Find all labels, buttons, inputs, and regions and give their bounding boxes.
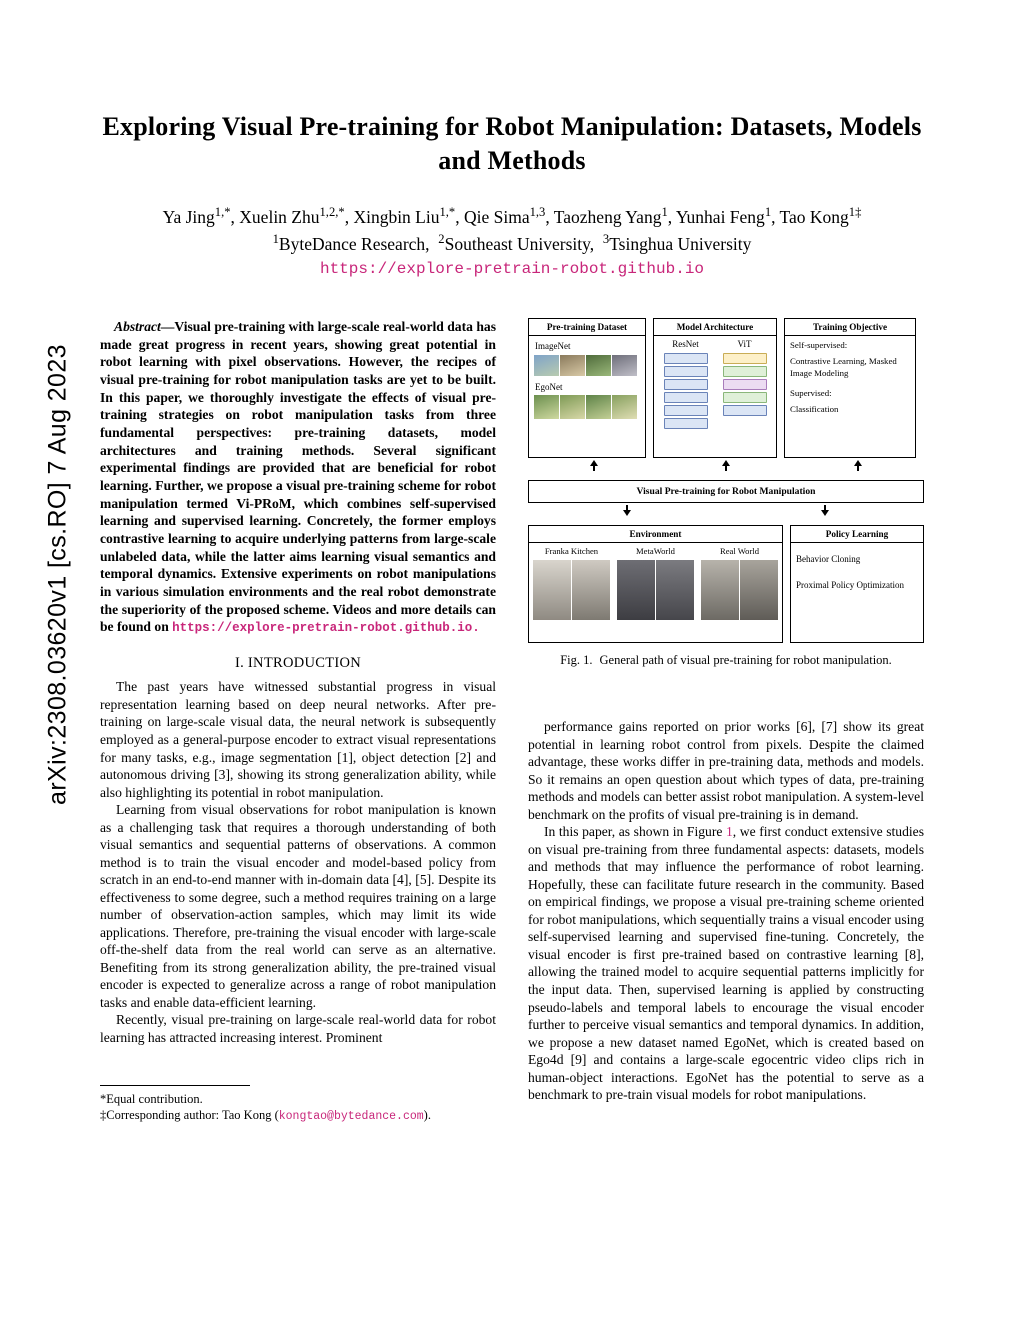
left-column: [100, 318, 496, 1125]
affiliation-list: $^1$ByteDance Research, $^2$Southeast University, $^3$Tsinghua University: [272, 231, 752, 254]
body-columns: [100, 318, 924, 1278]
environment-column-label: Real World: [719, 546, 759, 556]
footnote-equal-contribution: *Equal contribution.: [100, 1091, 203, 1106]
section-heading-introduction: I. INTRODUCTION: [234, 654, 362, 671]
objective-self-supervised-items: Contrastive Learning, Masked Image Modeling: [790, 355, 897, 378]
page-title: Exploring Visual Pre-training for Robot Manipulation: Datasets, Models and Methods: [102, 112, 922, 176]
paragraph: [528, 823, 924, 1104]
abstract: [100, 318, 496, 637]
project-url-link[interactable]: https://explore-pretrain-robot.github.io: [319, 259, 705, 278]
architecture-column-label: ResNet: [672, 339, 699, 349]
footnote-suffix: ).: [423, 1108, 431, 1123]
panel-title-objective: Training Objective: [785, 319, 915, 336]
dataset-item-label: EgoNet: [535, 381, 563, 392]
figure-caption-text: General path of visual pre-training for robot manipulation.: [599, 653, 892, 667]
footnote-prefix: ‡Corresponding author: Tao Kong (: [100, 1108, 279, 1123]
figure-caption-label: Fig. 1.: [560, 653, 593, 667]
panel-title-policy: Policy Learning: [791, 526, 923, 543]
author-sup: 1,*: [214, 204, 231, 219]
author-sup: 1: [661, 204, 668, 219]
author-name: Xuelin Zhu: [239, 206, 320, 227]
figure-banner: Visual Pre-training for Robot Manipulation: [528, 480, 924, 503]
abstract-lead: Abstract—: [114, 319, 175, 334]
footnote-corresponding-author: [100, 1107, 496, 1125]
author-name: Yunhai Feng: [675, 206, 765, 227]
author-sup: 1,2,*: [319, 204, 345, 219]
right-column: [528, 718, 924, 1104]
panel-title-architecture: Model Architecture: [654, 319, 776, 336]
paragraph: The past years have witnessed substantial progress in visual representation learning based on deep neural networks. After pre-training on large-scale visual data, the neural network is subsequently employed as a general-purpose encoder to extract visual representations for many tasks, e.g., image segmentation [1], object detection [2] and autonomous driving [3], showing its strong generalization ability, while also highlighting its potential in robot manipulation.: [100, 679, 496, 800]
objective-supervised-heading: Supervised:: [790, 387, 832, 398]
architecture-column-label: ViT: [737, 339, 752, 349]
author-list: Ya Jing$^{1,*}$, Xuelin Zhu$^{1,2,*}$, Xingbin Liu$^{1,*}$, Qie Sima$^{1,3}$, Taozheng Yang$^1$, Yunhai Feng$^1$, Tao Kong$^{1\ddagger}$: [162, 204, 862, 227]
paragraph: performance gains reported on prior works [6], [7] show its great potential in learning robot control from pixels. Despite the claimed advantage, these works differ in pre-training data, methods and models. So it remains an open question about which types of data, pre-training methods and models can better assist robot manipulation. A system-level benchmark on the profits of visual pre-training is in demand.: [528, 719, 924, 822]
author-name: Ya Jing: [162, 206, 215, 227]
environment-column-label: MetaWorld: [636, 546, 675, 556]
panel-title-environment: Environment: [529, 526, 782, 543]
corresponding-email[interactable]: kongtao@bytedance.com: [278, 1110, 424, 1124]
paragraph-prefix: In this paper, as shown in Figure: [544, 824, 726, 840]
panel-title-dataset: Pre-training Dataset: [529, 319, 645, 336]
paragraph: Recently, visual pre-training on large-scale real-world data for robot learning has attracted increasing interest. Prominent: [100, 1012, 496, 1045]
environment-column-label: Franka Kitchen: [544, 546, 599, 556]
abstract-text: Visual pre-training with large-scale real-world data has made great progress in recent years, showing great potential in robot learning with pixel observations. However, the recipes of visual pre-training for robot manipulation tasks are yet to be built. In this paper, we thoroughly investigate the effects of visual pre-training strategies on robot manipulation tasks from three fundamental perspectives: pre-training datasets, model architectures and training methods. Several significant experimental findings are provided that are beneficial for robot learning. Further, we propose a visual pre-training scheme for robot manipulation termed Vi-PRoM, which combines self-supervised learning and supervised learning. Concretely, the former employs contrastive learning to acquire underlying patterns from large-scale unlabeled data, while the latter aims learning visual semantics and temporal dynamics. Extensive experiments on robot manipulations in various simulation environments and the real robot demonstrate the superiority of the proposed scheme. Videos and more details can be found on: [100, 319, 496, 635]
abstract-project-link[interactable]: https://explore-pretrain-robot.github.io.: [172, 621, 480, 636]
author-name: Tao Kong: [779, 206, 849, 227]
paragraph-rest: , we first conduct extensive studies on visual pre-training from three fundamental aspects: datasets, models and methods that may influence the performance of robot learning. Hopefully, these can facilitate future research in the community. Based on empirical findings, we propose a visual pre-training scheme oriented for robot manipulations, which sequentially trains a visual encoder using self-supervised learning and supervised fine-tuning. Concretely, the visual encoder is first pre-trained based on contrastive learning [8], allowing the trained model to acquire sequential patterns implicitly for the input data. Then, supervised learning is applied by constructing pseudo-labels and temporal labels to encourage the visual encoder further to perceive visual semantics and temporal dynamics. In addition, we propose a new dataset named EgoNet, which is created based on Ego4d [9] and contains a large-scale egocentric video clips rich in human-object interactions. EgoNet has the potential to serve as a benchmark to pre-train visual models for robot manipulations.: [528, 824, 924, 1103]
dataset-item-label: ImageNet: [535, 341, 571, 351]
figure-reference-link[interactable]: 1: [726, 824, 733, 840]
author-sup: 1‡: [848, 204, 862, 219]
author-sup: 1: [764, 204, 772, 219]
policy-item-label: Proximal Policy Optimization: [796, 580, 904, 591]
footnote-divider: [100, 1085, 250, 1086]
objective-self-supervised-heading: Self-supervised:: [790, 340, 848, 350]
policy-item-label: Behavior Cloning: [796, 554, 861, 564]
objective-supervised-items: Classification: [790, 403, 839, 414]
author-name: Xingbin Liu: [353, 206, 440, 227]
paragraph: Learning from visual observations for robot manipulation is known as a challenging task that requires a thorough understanding of both visual semantics and sequential patterns of observations. A common method is to train the visual encoder and model-based policy from scratch in an end-to-end manner with in-domain data [4], [5]. Despite its effectiveness to some degree, such a method requires training on a large number of observation-action samples, which may limit its wide applications. Therefore, pre-training the visual encoder with large-scale off-the-shelf data from the real world can serve as an alternative. Benefiting from its strong generalization ability, the pre-trained visual encoder is expected to generalize across a range of robot manipulation tasks and enable data-efficient learning.: [100, 802, 496, 1010]
author-name: Qie Sima: [463, 206, 530, 227]
author-sup: 1,*: [439, 204, 456, 219]
author-sup: 1,3: [529, 204, 546, 219]
arxiv-stamp: arXiv:2308.03620v1 [cs.RO] 7 Aug 2023: [43, 344, 72, 805]
paper-page: [100, 0, 924, 1325]
author-name: Taozheng Yang: [553, 206, 662, 227]
